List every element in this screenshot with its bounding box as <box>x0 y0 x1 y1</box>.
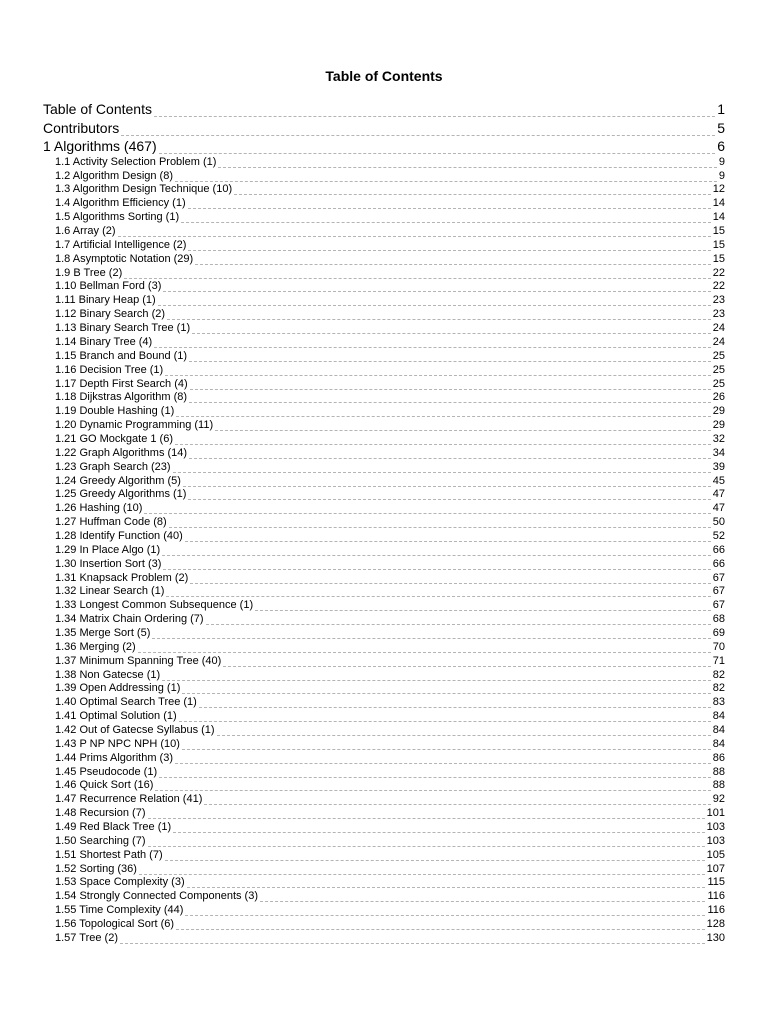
toc-entry-label: 1.19 Double Hashing (1) <box>55 405 175 418</box>
toc-entry-minor[interactable] <box>55 196 725 210</box>
toc-entry-label: 1.28 Identify Function (40) <box>55 529 183 542</box>
toc-entry-page-number: 84 <box>712 737 725 750</box>
toc-entry-label: 1.18 Dijkstras Algorithm (8) <box>55 391 188 404</box>
toc-entry-page-number: 84 <box>712 723 725 736</box>
toc-entry-page-number: 9 <box>718 155 725 168</box>
toc-entry-page-number: 34 <box>712 446 725 459</box>
toc-entry-page-number: 12 <box>712 183 725 196</box>
toc-entry-page-number: 1 <box>717 101 725 118</box>
toc-entry-label: 1.49 Red Black Tree (1) <box>55 821 172 833</box>
toc-entry-page-number: 66 <box>712 543 725 556</box>
toc-entry-minor[interactable] <box>55 210 725 224</box>
toc-entry-minor[interactable] <box>55 751 725 765</box>
toc-entry-label: 1.38 Non Gatecse (1) <box>55 668 161 681</box>
toc-entry-minor[interactable] <box>55 335 725 349</box>
toc-entry-label: 1.46 Quick Sort (16) <box>55 779 154 792</box>
dot-leader <box>165 860 705 861</box>
dot-leader <box>185 915 705 916</box>
toc-entry-minor[interactable] <box>55 612 725 626</box>
dot-leader <box>139 874 705 875</box>
dot-leader <box>218 167 716 168</box>
dot-leader <box>188 250 710 251</box>
toc-entry-label: 1.7 Artificial Intelligence (2) <box>55 238 187 251</box>
toc-entry-minor[interactable] <box>55 391 725 405</box>
toc-entry-label: 1.29 In Place Algo (1) <box>55 543 161 556</box>
dot-leader <box>162 680 711 681</box>
toc-entry-page-number: 83 <box>712 696 725 709</box>
toc-entry-label: 1.50 Searching (7) <box>55 834 146 847</box>
toc-entry-page-number: 29 <box>712 405 725 418</box>
table-of-contents <box>43 100 725 945</box>
toc-entry-page-number: 67 <box>712 585 725 598</box>
toc-entry-label: 1 Algorithms (467) <box>43 137 157 154</box>
toc-entry-label: 1.54 Strongly Connected Components (3) <box>55 890 259 903</box>
dot-leader <box>138 652 711 653</box>
toc-entry-page-number: 82 <box>712 682 725 695</box>
dot-leader <box>118 236 711 237</box>
toc-entry-minor[interactable] <box>55 876 725 890</box>
toc-entry-page-number: 14 <box>712 211 725 224</box>
toc-entry-page-number: 32 <box>712 432 725 445</box>
toc-entry-label: 1.44 Prims Algorithm (3) <box>55 751 173 764</box>
toc-entry-label: 1.42 Out of Gatecse Syllabus (1) <box>55 723 215 736</box>
dot-leader <box>189 402 711 403</box>
toc-entry-label: 1.57 Tree (2) <box>55 931 118 944</box>
toc-entry-minor[interactable] <box>55 321 725 335</box>
toc-entry-page-number: 101 <box>706 807 725 820</box>
toc-entry-label: 1.30 Insertion Sort (3) <box>55 557 162 570</box>
dot-leader <box>223 666 710 667</box>
toc-entry-minor[interactable] <box>55 377 725 391</box>
toc-entry-minor[interactable] <box>55 931 725 945</box>
toc-entry-page-number: 25 <box>712 363 725 376</box>
toc-entry-minor[interactable] <box>55 266 725 280</box>
toc-entry-label: 1.14 Binary Tree (4) <box>55 335 153 348</box>
toc-entry-label: 1.43 P NP NPC NPH (10) <box>55 737 180 750</box>
dot-leader <box>188 499 710 500</box>
toc-entry-page-number: 22 <box>712 266 725 279</box>
toc-entry-page-number: 5 <box>717 119 725 136</box>
toc-entry-label: 1.47 Recurrence Relation (41) <box>55 793 203 806</box>
toc-entry-minor[interactable] <box>55 488 725 502</box>
toc-entry-page-number: 39 <box>712 460 725 473</box>
dot-leader <box>148 818 705 819</box>
dot-leader <box>195 264 711 265</box>
toc-entry-minor[interactable] <box>55 474 725 488</box>
toc-entry-label: Table of Contents <box>43 101 152 118</box>
toc-entry-minor[interactable] <box>55 640 725 654</box>
toc-entry-page-number: 45 <box>712 474 725 487</box>
toc-entry-label: 1.5 Algorithms Sorting (1) <box>55 211 180 224</box>
toc-entry-page-number: 105 <box>706 848 725 861</box>
dot-leader <box>167 319 711 320</box>
toc-entry-page-number: 82 <box>712 668 725 681</box>
toc-entry-page-number: 24 <box>712 335 725 348</box>
toc-entry-page-number: 23 <box>712 294 725 307</box>
toc-entry-minor[interactable] <box>55 737 725 751</box>
dot-leader <box>158 305 711 306</box>
toc-entry-label: 1.13 Binary Search Tree (1) <box>55 322 191 335</box>
toc-entry-label: 1.33 Longest Common Subsequence (1) <box>55 599 254 612</box>
toc-entry-label: 1.15 Branch and Bound (1) <box>55 349 188 362</box>
dot-leader <box>183 486 711 487</box>
toc-entry-label: 1.12 Binary Search (2) <box>55 308 166 321</box>
toc-entry-label: 1.34 Matrix Chain Ordering (7) <box>55 613 204 626</box>
toc-entry-page-number: 116 <box>707 904 725 917</box>
dot-leader <box>154 116 715 117</box>
toc-entry-label: 1.25 Greedy Algorithms (1) <box>55 488 187 501</box>
toc-entry-label: 1.51 Shortest Path (7) <box>55 848 163 861</box>
toc-entry-minor[interactable] <box>55 654 725 668</box>
toc-entry-label: 1.17 Depth First Search (4) <box>55 377 188 390</box>
toc-entry-minor[interactable] <box>55 293 725 307</box>
dot-leader <box>176 416 711 417</box>
toc-entry-page-number: 67 <box>712 571 725 584</box>
dot-leader <box>181 222 711 223</box>
toc-entry-label: 1.45 Pseudocode (1) <box>55 765 158 778</box>
toc-entry-page-number: 88 <box>712 779 725 792</box>
dot-leader <box>175 763 711 764</box>
toc-entry-label: 1.24 Greedy Algorithm (5) <box>55 474 181 487</box>
toc-entry-minor[interactable] <box>55 169 725 183</box>
toc-entry-minor[interactable] <box>55 529 725 543</box>
toc-entry-page-number: 47 <box>712 502 725 515</box>
dot-leader <box>189 361 711 362</box>
dot-leader <box>179 721 711 722</box>
toc-entry-label: 1.35 Merge Sort (5) <box>55 626 151 639</box>
toc-entry-major[interactable] <box>43 100 725 118</box>
toc-entry-page-number: 15 <box>712 238 725 251</box>
toc-entry-label: 1.27 Huffman Code (8) <box>55 516 167 529</box>
dot-leader <box>173 472 711 473</box>
toc-entry-minor[interactable] <box>55 418 725 432</box>
toc-entry-page-number: 52 <box>712 529 725 542</box>
dot-leader <box>217 735 711 736</box>
toc-entry-minor[interactable] <box>55 557 725 571</box>
toc-entry-label: 1.48 Recursion (7) <box>55 807 146 820</box>
toc-entry-page-number: 116 <box>707 890 725 903</box>
dot-leader <box>187 887 706 888</box>
toc-entry-minor[interactable] <box>55 626 725 640</box>
toc-major-list <box>43 100 725 155</box>
toc-entry-label: 1.37 Minimum Spanning Tree (40) <box>55 654 222 667</box>
dot-leader <box>192 333 711 334</box>
toc-entry-label: 1.8 Asymptotic Notation (29) <box>55 252 194 265</box>
toc-entry-label: Contributors <box>43 119 120 136</box>
page-title: Table of Contents <box>325 68 443 84</box>
toc-entry-label: 1.52 Sorting (36) <box>55 862 137 875</box>
dot-leader <box>148 846 705 847</box>
dot-leader <box>163 569 710 570</box>
dot-leader <box>155 790 710 791</box>
toc-entry-page-number: 26 <box>712 391 725 404</box>
dot-leader <box>120 943 705 944</box>
toc-entry-minor[interactable] <box>55 307 725 321</box>
toc-entry-page-number: 84 <box>712 710 725 723</box>
toc-entry-minor[interactable] <box>55 709 725 723</box>
toc-entry-page-number: 66 <box>712 557 725 570</box>
dot-leader <box>162 555 711 556</box>
dot-leader <box>199 707 711 708</box>
toc-entry-label: 1.53 Space Complexity (3) <box>55 876 185 889</box>
toc-entry-page-number: 50 <box>712 516 725 529</box>
toc-entry-minor[interactable] <box>55 349 725 363</box>
dot-leader <box>190 583 710 584</box>
toc-entry-page-number: 9 <box>718 169 725 182</box>
toc-entry-page-number: 24 <box>712 322 725 335</box>
toc-entry-page-number: 92 <box>712 793 725 806</box>
toc-entry-page-number: 69 <box>712 626 725 639</box>
dot-leader <box>165 375 711 376</box>
toc-entry-page-number: 47 <box>712 488 725 501</box>
dot-leader <box>185 541 711 542</box>
toc-entry-page-number: 130 <box>706 931 725 944</box>
toc-entry-minor[interactable] <box>55 460 725 474</box>
toc-minor-list <box>43 155 725 945</box>
dot-leader <box>144 513 710 514</box>
toc-entry-label: 1.11 Binary Heap (1) <box>55 294 156 307</box>
toc-entry-minor[interactable] <box>55 585 725 599</box>
dot-leader <box>154 347 711 348</box>
dot-leader <box>215 430 711 431</box>
dot-leader <box>182 749 711 750</box>
toc-entry-page-number: 23 <box>712 308 725 321</box>
toc-entry-label: 1.9 B Tree (2) <box>55 266 123 279</box>
toc-entry-label: 1.56 Topological Sort (6) <box>55 918 175 931</box>
toc-entry-minor[interactable] <box>55 280 725 294</box>
toc-entry-label: 1.1 Activity Selection Problem (1) <box>55 155 217 168</box>
toc-entry-page-number: 86 <box>712 751 725 764</box>
dot-leader <box>188 208 711 209</box>
dot-leader <box>159 153 716 154</box>
toc-entry-label: 1.23 Graph Search (23) <box>55 460 171 473</box>
toc-entry-label: 1.22 Graph Algorithms (14) <box>55 446 188 459</box>
toc-entry-minor[interactable] <box>55 765 725 779</box>
toc-entry-minor[interactable] <box>55 806 725 820</box>
toc-entry-label: 1.4 Algorithm Efficiency (1) <box>55 197 186 210</box>
dot-leader <box>121 135 715 136</box>
toc-entry-page-number: 15 <box>712 225 725 238</box>
dot-leader <box>124 278 710 279</box>
dot-leader <box>163 291 710 292</box>
toc-entry-label: 1.21 GO Mockgate 1 (6) <box>55 432 173 445</box>
toc-entry-page-number: 107 <box>706 862 725 875</box>
toc-entry-minor[interactable] <box>55 238 725 252</box>
toc-entry-page-number: 29 <box>712 419 725 432</box>
toc-entry-minor[interactable] <box>55 848 725 862</box>
toc-entry-minor[interactable] <box>55 682 725 696</box>
toc-entry-page-number: 14 <box>712 197 725 210</box>
toc-entry-page-number: 71 <box>712 654 725 667</box>
toc-entry-page-number: 25 <box>712 349 725 362</box>
toc-entry-minor[interactable] <box>55 903 725 917</box>
toc-entry-minor[interactable] <box>55 834 725 848</box>
toc-entry-minor[interactable] <box>55 501 725 515</box>
toc-entry-label: 1.20 Dynamic Programming (11) <box>55 419 214 432</box>
toc-entry-major[interactable] <box>43 137 725 155</box>
toc-entry-page-number: 15 <box>712 252 725 265</box>
dot-leader <box>173 832 704 833</box>
toc-entry-label: 1.41 Optimal Solution (1) <box>55 710 177 723</box>
toc-entry-label: 1.16 Decision Tree (1) <box>55 363 164 376</box>
toc-entry-page-number: 103 <box>706 821 725 833</box>
dot-leader <box>190 389 711 390</box>
toc-entry-page-number: 6 <box>717 137 725 154</box>
dot-leader <box>166 596 710 597</box>
dot-leader <box>159 777 711 778</box>
toc-entry-page-number: 128 <box>706 918 725 931</box>
toc-entry-minor[interactable] <box>55 820 725 834</box>
toc-entry-page-number: 103 <box>706 834 725 847</box>
toc-entry-label: 1.2 Algorithm Design (8) <box>55 169 173 182</box>
toc-entry-minor[interactable] <box>55 571 725 585</box>
toc-entry-minor[interactable] <box>55 404 725 418</box>
toc-entry-minor[interactable] <box>55 668 725 682</box>
toc-entry-label: 1.55 Time Complexity (44) <box>55 904 184 917</box>
dot-leader <box>176 929 705 930</box>
toc-entry-minor[interactable] <box>55 779 725 793</box>
toc-entry-label: 1.3 Algorithm Design Technique (10) <box>55 183 233 196</box>
toc-entry-page-number: 88 <box>712 765 725 778</box>
dot-leader <box>260 901 705 902</box>
dot-leader <box>255 610 711 611</box>
toc-entry-label: 1.26 Hashing (10) <box>55 502 143 515</box>
toc-entry-minor[interactable] <box>55 432 725 446</box>
toc-entry-label: 1.32 Linear Search (1) <box>55 585 165 598</box>
toc-entry-minor[interactable] <box>55 155 725 169</box>
toc-entry-minor[interactable] <box>55 723 725 737</box>
toc-entry-minor[interactable] <box>55 917 725 931</box>
toc-entry-label: 1.39 Open Addressing (1) <box>55 682 181 695</box>
toc-entry-page-number: 67 <box>712 599 725 612</box>
toc-entry-minor[interactable] <box>55 515 725 529</box>
toc-entry-page-number: 70 <box>712 640 725 653</box>
toc-entry-label: 1.36 Merging (2) <box>55 640 136 653</box>
dot-leader <box>206 624 711 625</box>
toc-entry-page-number: 25 <box>712 377 725 390</box>
toc-entry-page-number: 115 <box>707 876 725 889</box>
toc-entry-page-number: 68 <box>712 613 725 626</box>
toc-entry-minor[interactable] <box>55 598 725 612</box>
toc-entry-minor[interactable] <box>55 792 725 806</box>
toc-entry-major[interactable] <box>43 118 725 136</box>
toc-entry-minor[interactable] <box>55 862 725 876</box>
toc-entry-page-number: 22 <box>712 280 725 293</box>
dot-leader <box>175 181 717 182</box>
dot-leader <box>169 527 711 528</box>
toc-entry-minor[interactable] <box>55 446 725 460</box>
toc-entry-label: 1.10 Bellman Ford (3) <box>55 280 162 293</box>
toc-entry-label: 1.40 Optimal Search Tree (1) <box>55 696 197 709</box>
toc-entry-minor[interactable] <box>55 183 725 197</box>
toc-entry-minor[interactable] <box>55 695 725 709</box>
toc-entry-minor[interactable] <box>55 363 725 377</box>
dot-leader <box>189 458 711 459</box>
toc-entry-minor[interactable] <box>55 543 725 557</box>
dot-leader <box>204 804 710 805</box>
toc-entry-minor[interactable] <box>55 224 725 238</box>
toc-entry-minor[interactable] <box>55 252 725 266</box>
dot-leader <box>234 194 711 195</box>
toc-entry-label: 1.31 Knapsack Problem (2) <box>55 571 189 584</box>
toc-entry-minor[interactable] <box>55 889 725 903</box>
dot-leader <box>175 444 711 445</box>
toc-entry-label: 1.6 Array (2) <box>55 225 116 238</box>
dot-leader <box>182 693 710 694</box>
dot-leader <box>152 638 710 639</box>
